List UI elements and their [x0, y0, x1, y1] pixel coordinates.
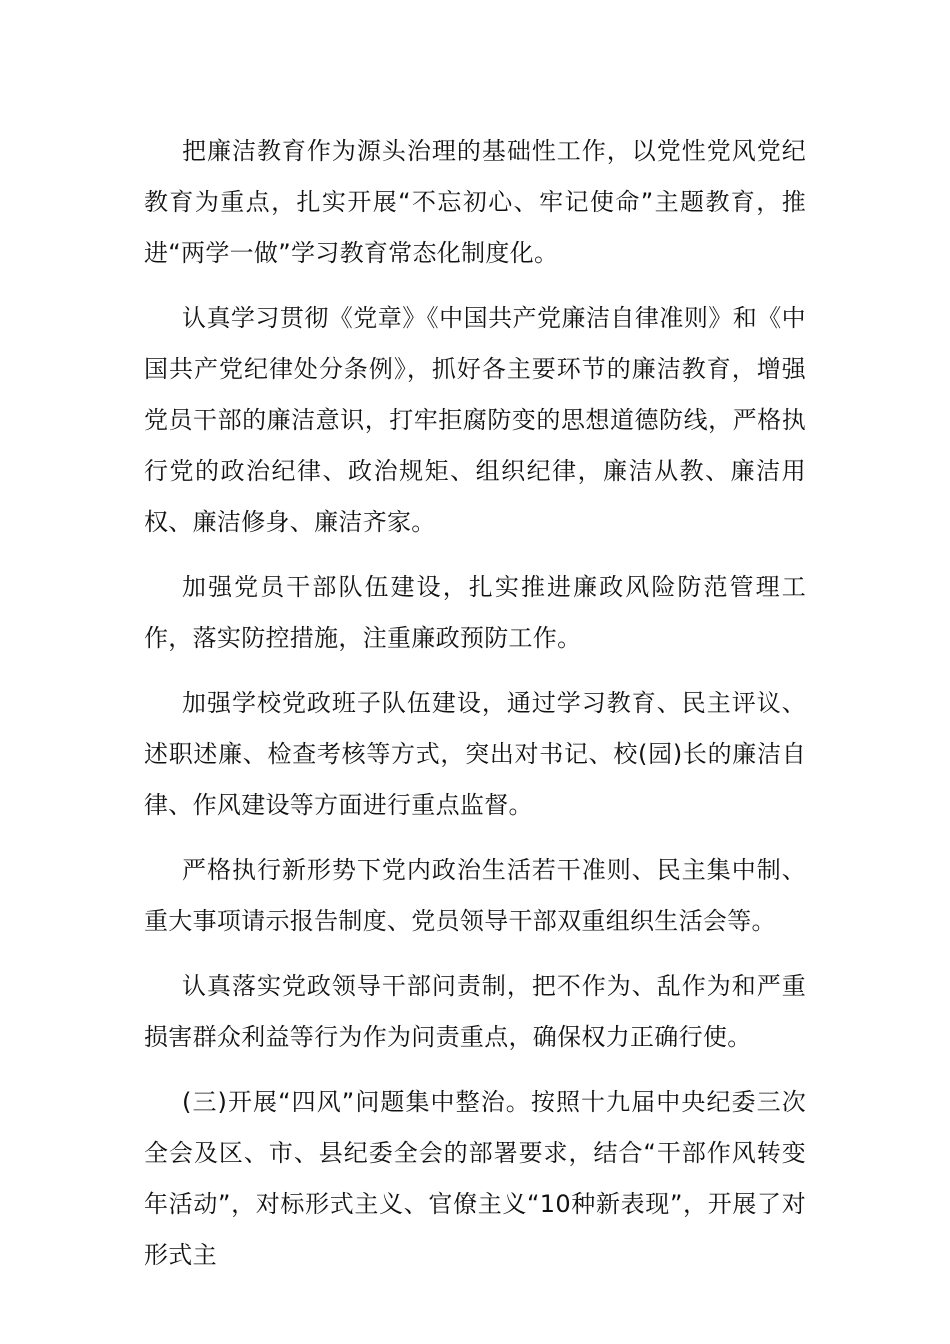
paragraph-1: 把廉洁教育作为源头治理的基础性工作，以党性党风党纪教育为重点，扎实开展“不忘初心、牢记使命”主题教育，推进“两学一做”学习教育常态化制度化。	[144, 137, 806, 267]
paragraph-7: (三)开展“四风”问题集中整治。按照十九届中央纪委三次全会及区、市、县纪委全会的部署要求，结合“干部作风转变年活动”，对标形式主义、官僚主义“10种新表现”，开展了对形式主	[144, 1088, 806, 1269]
paragraph-6: 认真落实党政领导干部问责制，把不作为、乱作为和严重损害群众利益等行为作为问责重点，确保权力正确行使。	[144, 972, 806, 1051]
document-body	[144, 126, 806, 1295]
paragraph-4: 加强学校党政班子队伍建设，通过学习教育、民主评议、述职述廉、检查考核等方式，突出对书记、校(园)长的廉洁自律、作风建设等方面进行重点监督。	[144, 689, 806, 819]
paragraph-5: 严格执行新形势下党内政治生活若干准则、民主集中制、重大事项请示报告制度、党员领导干部双重组织生活会等。	[144, 856, 806, 935]
paragraph-3: 加强党员干部队伍建设，扎实推进廉政风险防范管理工作，落实防控措施，注重廉政预防工作。	[144, 573, 806, 652]
paragraph-2: 认真学习贯彻《党章》《中国共产党廉洁自律准则》和《中国共产党纪律处分条例》，抓好各主要环节的廉洁教育，增强党员干部的廉洁意识，打牢拒腐防变的思想道德防线，严格执行党的政治纪律、政治规矩、组织纪律，廉洁从教、廉洁用权、廉洁修身、廉洁齐家。	[144, 304, 806, 536]
